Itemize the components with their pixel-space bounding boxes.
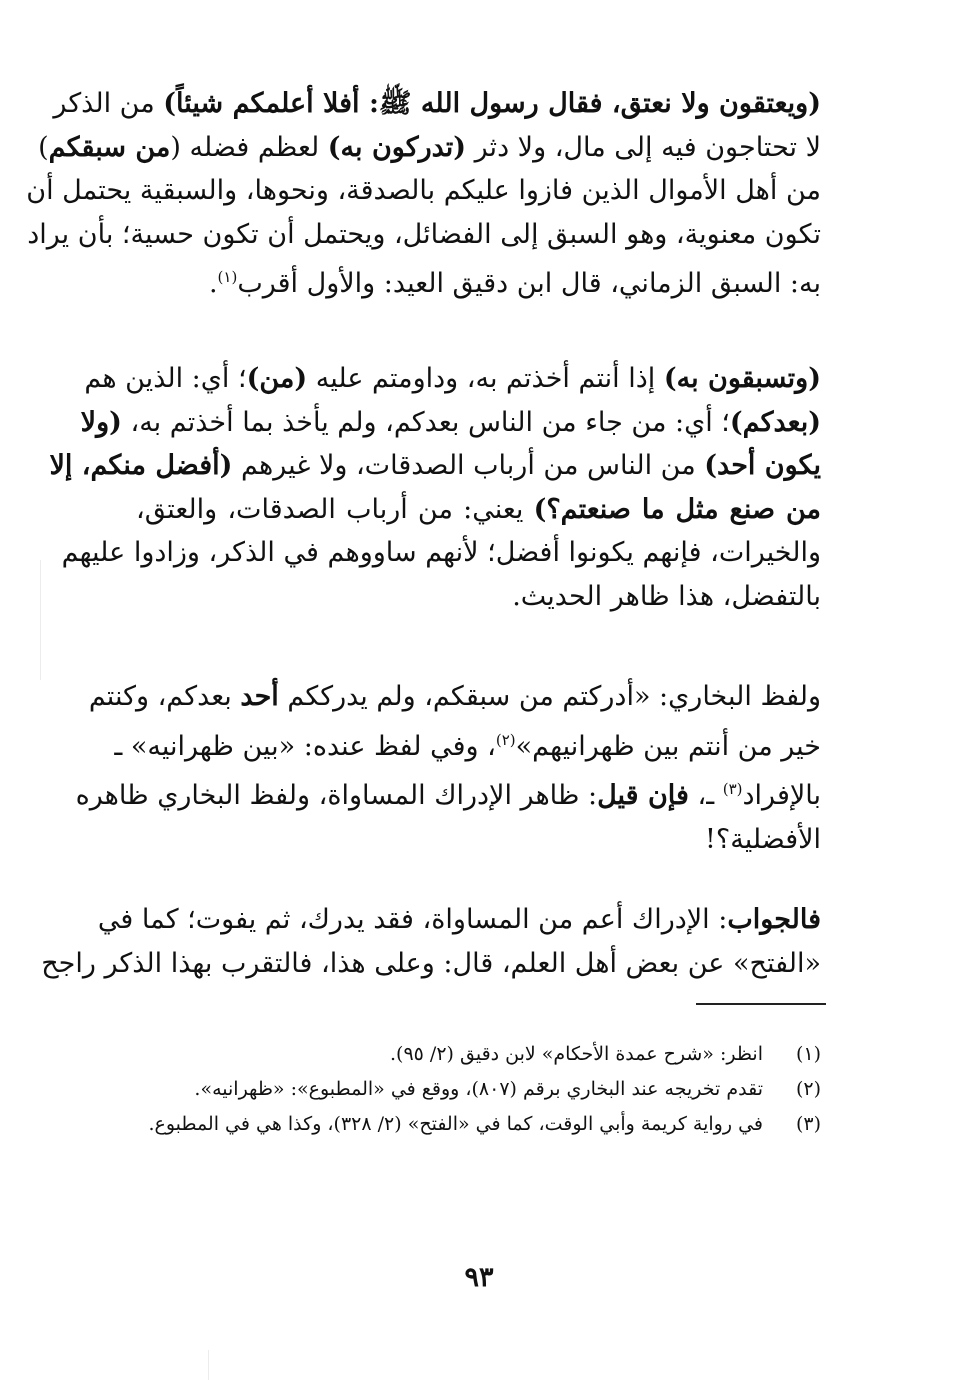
footnote-number: (١) bbox=[795, 1043, 821, 1065]
text-line: يكون أحد) من الناس من أرباب الصدقات، ولا غيرهم (أفضل منكم، إلا bbox=[49, 450, 821, 481]
footnote-text: تقدم تخريجه عند البخاري برقم (٨٠٧)، ووقع في «المطبوع»: «ظهرانيه». bbox=[194, 1078, 763, 1100]
text-line: ولفظ البخاري: «أدركتم من سبقكم، ولم يدرككم أحد بعدكم، وكنتم bbox=[88, 681, 821, 712]
paragraph-4 bbox=[41, 898, 821, 985]
footnote-ref: (٢) bbox=[495, 730, 516, 749]
footnote-item bbox=[136, 1075, 821, 1103]
scan-margin-line bbox=[40, 560, 41, 680]
scan-margin-line bbox=[208, 1350, 209, 1380]
text-line: تكون معنوية، وهو السبق إلى الفضائل، ويحتمل أن تكون حسية؛ بأن يراد bbox=[27, 218, 821, 250]
page-number: ٩٣ bbox=[464, 1262, 494, 1293]
text-line: (وتسبقون به) إذا أنتم أخذتم به، وداومتم عليه (من)؛ أي: الذين هم bbox=[84, 363, 821, 394]
footnote-ref: (١) bbox=[217, 268, 238, 286]
footnotes bbox=[136, 1040, 821, 1145]
footnote-ref: (٣) bbox=[722, 780, 743, 798]
footnote-number: (٣) bbox=[795, 1113, 821, 1135]
text-line: بالإفراد$^{(٣)}$ ـ، فإن قيل: ظاهر الإدراك المساواة، ولفظ البخاري ظاهره bbox=[75, 780, 821, 811]
footnote-number: (٢) bbox=[795, 1078, 821, 1100]
text-line: من أهل الأموال الذين فازوا عليكم بالصدقة، ونحوها، والسبقية يحتمل أن bbox=[26, 175, 821, 206]
text-line: والخيرات، فإنهم يكونوا أفضل؛ لأنهم ساووهم في الذكر، وزادوا عليهم bbox=[61, 537, 821, 568]
text-line: من صنع مثل ما صنعتم؟) يعني: من أرباب الصدقات، والعتق، bbox=[136, 493, 821, 525]
footnote-item bbox=[136, 1110, 821, 1138]
text-line: خير من أنتم بين ظهرانيهم»$^{(٢)}$، وفي لفظ عنده: «بين ظهرانيه» ـ bbox=[114, 730, 821, 762]
text-line: فالجواب: الإدراك أعم من المساواة، فقد يدرك، ثم يفوت؛ كما في bbox=[97, 904, 821, 935]
text-line: لا تحتاجون فيه إلى مال، ولا دثر (تدركون به) لعظم فضله (من سبقكم) bbox=[38, 131, 821, 163]
text-line: (بعدكم)؛ أي: من جاء من الناس بعدكم، ولم يأخذ بما أخذتم به، (ولا bbox=[80, 406, 821, 438]
text-line: (ويعتقون ولا نعتق، فقال رسول الله ﷺ: أفلا أعلمكم شيئاً) من الذكر bbox=[53, 88, 821, 119]
paragraph-3 bbox=[75, 675, 821, 861]
footnote-separator bbox=[696, 1003, 826, 1005]
text-line: «الفتح» عن بعض أهل العلم، قال: وعلى هذا، فالتقرب بهذا الذكر راجح bbox=[41, 947, 821, 979]
footnote-text: في رواية كريمة وأبي الوقت، كما في «الفتح» (٢/ ٣٢٨)، وكذا هي في المطبوع. bbox=[148, 1113, 763, 1135]
paragraph-2 bbox=[49, 357, 821, 618]
text-line: الأفضلية؟! bbox=[705, 823, 821, 855]
footnote-text: انظر: «شرح عمدة الأحكام» لابن دقيق (٢/ ٩٥). bbox=[389, 1043, 763, 1065]
text-line: بالتفضل، هذا ظاهر الحديث. bbox=[512, 580, 821, 612]
paragraph-1 bbox=[26, 82, 821, 306]
text-line: به: السبق الزماني، قال ابن دقيق العيد: والأول أقرب$^{(١)}$. bbox=[208, 268, 821, 299]
footnote-item bbox=[136, 1040, 821, 1068]
